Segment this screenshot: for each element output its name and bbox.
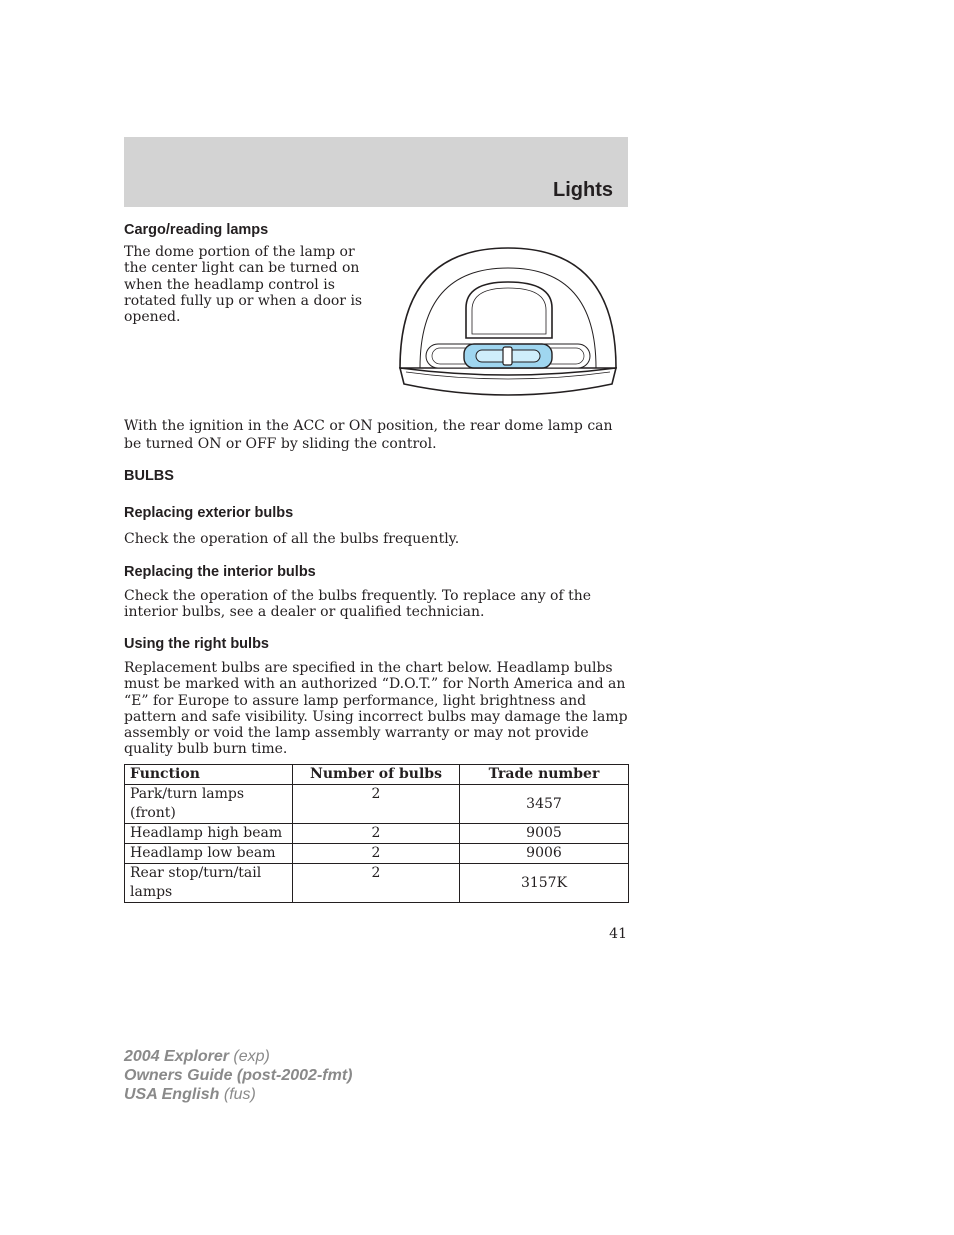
footer-model-code: (exp)	[233, 1048, 270, 1065]
page-number: 41	[609, 926, 627, 942]
cargo-lamps-text: The dome portion of the lamp or the center light can be turned on when the headlamp control is rotated fully up or when a door is opened.	[124, 244, 363, 326]
page-title: Lights	[553, 179, 613, 201]
table-cell-trade: 3457	[460, 785, 629, 824]
exterior-bulbs-text: Check the operation of all the bulbs frequently.	[124, 531, 460, 547]
table-row	[125, 785, 629, 824]
table-cell-trade: 3157K	[460, 864, 629, 903]
footer-language-code: (fus)	[223, 1086, 256, 1103]
footer-model: 2004 Explorer	[124, 1048, 229, 1065]
footer	[124, 1047, 352, 1104]
table-cell-trade: 9006	[460, 844, 629, 864]
table-cell-count: 2	[293, 844, 460, 864]
footer-language: USA English	[124, 1086, 220, 1103]
table-cell-function: Headlamp high beam	[125, 824, 293, 844]
footer-line-2	[124, 1066, 352, 1085]
right-bulbs-heading: Using the right bulbs	[124, 636, 269, 652]
table-cell-function: Rear stop/turn/tail lamps	[125, 864, 293, 903]
footer-line-1	[124, 1047, 352, 1066]
exterior-bulbs-heading: Replacing exterior bulbs	[124, 505, 294, 521]
cargo-lamps-heading: Cargo/reading lamps	[124, 222, 269, 238]
table-cell-count: 2	[293, 824, 460, 844]
footer-line-3	[124, 1085, 352, 1104]
right-bulbs-text: Replacement bulbs are specified in the chart below. Headlamp bulbs must be marked with an authorized “D.O.T.” for North America and an “E” for Europe to assure lamp performance, light brightness and pattern and safe visibility. Using incorrect bulbs may damage the lamp assembly or void the lamp assembly warranty or may not provide quality bulb burn time.	[124, 660, 628, 758]
interior-bulbs-text: Check the operation of the bulbs frequently. To replace any of the interior bulbs, see a dealer or qualified technician.	[124, 588, 592, 621]
table-cell-count: 2	[293, 785, 460, 824]
table-cell-function: Headlamp low beam	[125, 844, 293, 864]
interior-bulbs-heading: Replacing the interior bulbs	[124, 564, 316, 580]
table-header-row	[125, 765, 629, 785]
table-row	[125, 824, 629, 844]
table-row	[125, 864, 629, 903]
table-header-count: Number of bulbs	[293, 765, 460, 785]
bulbs-heading: BULBS	[124, 468, 174, 484]
table-row	[125, 844, 629, 864]
table-cell-count: 2	[293, 864, 460, 903]
table-cell-trade: 9005	[460, 824, 629, 844]
dome-lamp-illustration	[396, 244, 620, 404]
footer-guide: Owners Guide (post-2002-fmt)	[124, 1067, 353, 1084]
table-cell-function: Park/turn lamps (front)	[125, 785, 293, 824]
table-header-trade: Trade number	[460, 765, 629, 785]
bulb-table	[124, 764, 629, 903]
table-header-function: Function	[125, 765, 293, 785]
dome-lamp-text: With the ignition in the ACC or ON position, the rear dome lamp can be turned ON or OFF by sliding the control.	[124, 418, 613, 452]
header-band	[124, 137, 628, 207]
